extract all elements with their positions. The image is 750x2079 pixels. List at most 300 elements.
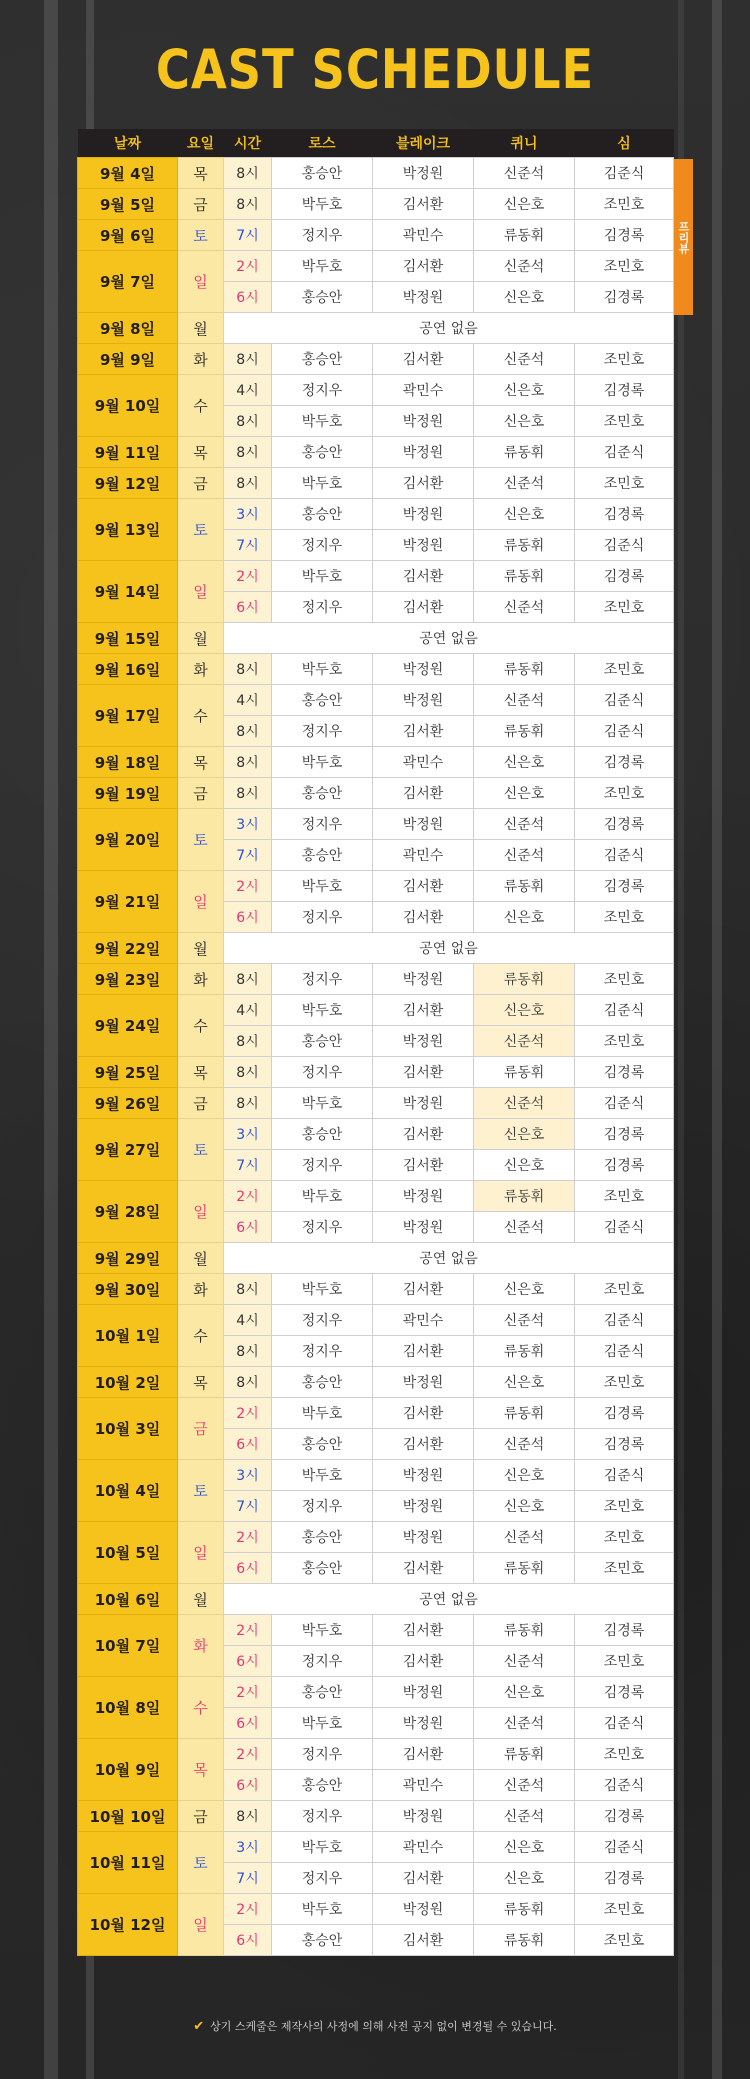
day-cell: 일: [178, 871, 224, 933]
table-row: [78, 623, 674, 654]
cast-cell-quinny: 신준석: [474, 1429, 575, 1460]
cast-cell-ross: 홍승안: [272, 1429, 373, 1460]
cast-cell-sim: 김경록: [575, 1057, 674, 1088]
day-cell: 월: [178, 1584, 224, 1615]
cast-cell-sim: 김준식: [575, 1460, 674, 1491]
time-cell: 2시: [224, 1677, 272, 1708]
table-row: [78, 871, 674, 902]
cast-cell-sim: 조민호: [575, 344, 674, 375]
time-cell: 8시: [224, 778, 272, 809]
cast-cell-quinny: 신은호: [474, 1367, 575, 1398]
time-cell: 7시: [224, 1150, 272, 1181]
table-row: [78, 189, 674, 220]
cast-cell-ross: 홍승안: [272, 499, 373, 530]
cast-cell-ross: 정지우: [272, 1491, 373, 1522]
cast-cell-quinny: 류동휘: [474, 1894, 575, 1925]
table-row: [78, 220, 674, 251]
footer-note-text: 상기 스케줄은 제작사의 사정에 의해 사전 공지 없이 변경될 수 있습니다.: [210, 2020, 557, 2033]
cast-cell-quinny: 신은호: [474, 1460, 575, 1491]
cast-cell-ross: 박두호: [272, 406, 373, 437]
day-cell: 화: [178, 344, 224, 375]
table-row: [78, 561, 674, 592]
table-row: [78, 1088, 674, 1119]
cast-cell-quinny: 신은호: [474, 1677, 575, 1708]
cast-cell-blake: 박정원: [373, 1894, 474, 1925]
cast-cell-blake: 김서환: [373, 468, 474, 499]
cast-cell-blake: 김서환: [373, 1553, 474, 1584]
day-cell: 토: [178, 809, 224, 871]
date-cell: 9월 5일: [78, 189, 178, 220]
cast-cell-sim: 김준식: [575, 1305, 674, 1336]
cast-cell-ross: 홍승안: [272, 1553, 373, 1584]
cast-cell-blake: 박정원: [373, 158, 474, 189]
cast-cell-quinny: 류동휘: [474, 1057, 575, 1088]
cast-cell-quinny: 신준석: [474, 344, 575, 375]
cast-cell-quinny: 신은호: [474, 902, 575, 933]
cast-cell-blake: 박정원: [373, 1088, 474, 1119]
time-cell: 6시: [224, 282, 272, 313]
day-cell: 수: [178, 995, 224, 1057]
cast-cell-ross: 정지우: [272, 716, 373, 747]
cast-cell-quinny: 신은호: [474, 282, 575, 313]
date-cell: 10월 7일: [78, 1615, 178, 1677]
cast-cell-blake: 박정원: [373, 406, 474, 437]
cast-cell-sim: 조민호: [575, 1274, 674, 1305]
date-cell: 9월 20일: [78, 809, 178, 871]
cast-cell-sim: 김경록: [575, 1615, 674, 1646]
time-cell: 4시: [224, 995, 272, 1026]
time-cell: 6시: [224, 592, 272, 623]
time-cell: 6시: [224, 1646, 272, 1677]
cast-cell-quinny: 신은호: [474, 995, 575, 1026]
date-cell: 9월 16일: [78, 654, 178, 685]
table-row: [78, 747, 674, 778]
cast-cell-sim: 김경록: [575, 1150, 674, 1181]
cast-cell-ross: 홍승안: [272, 1925, 373, 1956]
cast-cell-sim: 김경록: [575, 220, 674, 251]
table-row: [78, 1398, 674, 1429]
no-performance-cell: 공연 없음: [224, 933, 674, 964]
day-cell: 목: [178, 1367, 224, 1398]
cast-cell-sim: 김경록: [575, 1429, 674, 1460]
cast-cell-blake: 김서환: [373, 902, 474, 933]
table-row: [78, 1801, 674, 1832]
day-cell: 수: [178, 375, 224, 437]
table-row: [78, 933, 674, 964]
cast-cell-ross: 박두호: [272, 189, 373, 220]
time-cell: 8시: [224, 1274, 272, 1305]
cast-cell-quinny: 류동휘: [474, 964, 575, 995]
day-cell: 일: [178, 1522, 224, 1584]
cast-cell-sim: 조민호: [575, 468, 674, 499]
cast-cell-blake: 김서환: [373, 716, 474, 747]
day-cell: 금: [178, 189, 224, 220]
time-cell: 3시: [224, 1460, 272, 1491]
cast-cell-sim: 조민호: [575, 189, 674, 220]
cast-cell-ross: 박두호: [272, 995, 373, 1026]
cast-cell-quinny: 신준석: [474, 1305, 575, 1336]
cast-cell-ross: 홍승안: [272, 1119, 373, 1150]
table-row: [78, 809, 674, 840]
cast-cell-blake: 김서환: [373, 1925, 474, 1956]
table-row: [78, 499, 674, 530]
cast-cell-quinny: 신준석: [474, 468, 575, 499]
day-cell: 금: [178, 1088, 224, 1119]
day-cell: 목: [178, 1739, 224, 1801]
day-cell: 일: [178, 1181, 224, 1243]
date-cell: 9월 23일: [78, 964, 178, 995]
date-cell: 9월 11일: [78, 437, 178, 468]
time-cell: 8시: [224, 1088, 272, 1119]
time-cell: 8시: [224, 406, 272, 437]
date-cell: 9월 10일: [78, 375, 178, 437]
time-cell: 6시: [224, 1429, 272, 1460]
day-cell: 수: [178, 1305, 224, 1367]
table-row: [78, 1739, 674, 1770]
time-cell: 8시: [224, 1026, 272, 1057]
cast-cell-ross: 홍승안: [272, 778, 373, 809]
table-row: [78, 1460, 674, 1491]
time-cell: 8시: [224, 1057, 272, 1088]
time-cell: 8시: [224, 747, 272, 778]
cast-cell-ross: 박두호: [272, 871, 373, 902]
cast-cell-sim: 김경록: [575, 561, 674, 592]
cast-cell-blake: 김서환: [373, 871, 474, 902]
time-cell: 8시: [224, 1801, 272, 1832]
cast-cell-blake: 박정원: [373, 437, 474, 468]
date-cell: 10월 11일: [78, 1832, 178, 1894]
cast-cell-quinny: 류동휘: [474, 561, 575, 592]
date-cell: 9월 27일: [78, 1119, 178, 1181]
cast-cell-quinny: 신은호: [474, 1119, 575, 1150]
cast-cell-ross: 박두호: [272, 747, 373, 778]
cast-cell-sim: 김경록: [575, 871, 674, 902]
cast-cell-ross: 정지우: [272, 220, 373, 251]
cast-cell-ross: 정지우: [272, 1863, 373, 1894]
cast-cell-blake: 곽민수: [373, 1832, 474, 1863]
no-performance-cell: 공연 없음: [224, 1584, 674, 1615]
day-cell: 금: [178, 778, 224, 809]
cast-cell-blake: 박정원: [373, 1212, 474, 1243]
cast-cell-blake: 김서환: [373, 1615, 474, 1646]
time-cell: 4시: [224, 375, 272, 406]
cast-cell-blake: 박정원: [373, 1677, 474, 1708]
table-row: [78, 1057, 674, 1088]
cast-cell-blake: 박정원: [373, 1491, 474, 1522]
table-row: [78, 654, 674, 685]
table-row: [78, 1677, 674, 1708]
cast-cell-ross: 홍승안: [272, 1522, 373, 1553]
cast-cell-ross: 박두호: [272, 1615, 373, 1646]
day-cell: 수: [178, 1677, 224, 1739]
cast-cell-blake: 김서환: [373, 1863, 474, 1894]
day-cell: 화: [178, 1274, 224, 1305]
table-row: [78, 344, 674, 375]
cast-cell-ross: 박두호: [272, 1832, 373, 1863]
cast-cell-quinny: 신준석: [474, 1212, 575, 1243]
cast-cell-sim: 김준식: [575, 1336, 674, 1367]
cast-cell-sim: 조민호: [575, 1491, 674, 1522]
cast-cell-quinny: 신준석: [474, 1708, 575, 1739]
cast-cell-quinny: 신은호: [474, 1274, 575, 1305]
table-row: [78, 1243, 674, 1274]
no-performance-cell: 공연 없음: [224, 1243, 674, 1274]
cast-cell-blake: 김서환: [373, 778, 474, 809]
day-cell: 토: [178, 499, 224, 561]
cast-cell-blake: 박정원: [373, 1460, 474, 1491]
time-cell: 2시: [224, 251, 272, 282]
time-cell: 3시: [224, 499, 272, 530]
cast-cell-ross: 홍승안: [272, 158, 373, 189]
day-cell: 일: [178, 251, 224, 313]
cast-cell-ross: 홍승안: [272, 282, 373, 313]
cast-cell-blake: 박정원: [373, 282, 474, 313]
cast-cell-sim: 조민호: [575, 1026, 674, 1057]
table-row: [78, 1181, 674, 1212]
cast-cell-blake: 곽민수: [373, 375, 474, 406]
cast-cell-ross: 박두호: [272, 1274, 373, 1305]
cast-cell-sim: 조민호: [575, 1522, 674, 1553]
table-row: [78, 1305, 674, 1336]
table-row: [78, 685, 674, 716]
cast-cell-blake: 박정원: [373, 1708, 474, 1739]
day-cell: 일: [178, 1894, 224, 1956]
cast-cell-quinny: 신준석: [474, 251, 575, 282]
cast-cell-blake: 곽민수: [373, 1770, 474, 1801]
day-cell: 목: [178, 158, 224, 189]
day-cell: 토: [178, 1460, 224, 1522]
cast-cell-quinny: 신준석: [474, 840, 575, 871]
cast-cell-ross: 박두호: [272, 561, 373, 592]
cast-cell-blake: 김서환: [373, 189, 474, 220]
date-cell: 9월 28일: [78, 1181, 178, 1243]
cast-cell-blake: 김서환: [373, 1646, 474, 1677]
cast-cell-sim: 조민호: [575, 1646, 674, 1677]
cast-cell-sim: 김준식: [575, 1832, 674, 1863]
cast-cell-ross: 홍승안: [272, 437, 373, 468]
cast-cell-sim: 김경록: [575, 375, 674, 406]
date-cell: 10월 8일: [78, 1677, 178, 1739]
cast-cell-blake: 박정원: [373, 1522, 474, 1553]
cast-cell-quinny: 신준석: [474, 592, 575, 623]
date-cell: 10월 2일: [78, 1367, 178, 1398]
cast-cell-sim: 조민호: [575, 964, 674, 995]
cast-cell-sim: 김경록: [575, 499, 674, 530]
table-row: [78, 1584, 674, 1615]
cast-cell-quinny: 신은호: [474, 778, 575, 809]
cast-cell-ross: 정지우: [272, 902, 373, 933]
cast-cell-blake: 김서환: [373, 1398, 474, 1429]
cast-cell-ross: 정지우: [272, 1646, 373, 1677]
cast-cell-blake: 김서환: [373, 1150, 474, 1181]
date-cell: 10월 10일: [78, 1801, 178, 1832]
cast-cell-blake: 박정원: [373, 1367, 474, 1398]
cast-cell-quinny: 신준석: [474, 809, 575, 840]
table-row: [78, 1274, 674, 1305]
time-cell: 3시: [224, 1832, 272, 1863]
cast-cell-blake: 곽민수: [373, 220, 474, 251]
day-cell: 화: [178, 1615, 224, 1677]
cast-cell-sim: 조민호: [575, 251, 674, 282]
time-cell: 8시: [224, 1336, 272, 1367]
day-cell: 화: [178, 654, 224, 685]
cast-cell-blake: 김서환: [373, 1274, 474, 1305]
cast-cell-sim: 김준식: [575, 840, 674, 871]
cast-cell-quinny: 신은호: [474, 747, 575, 778]
cast-cell-blake: 박정원: [373, 1801, 474, 1832]
cast-cell-ross: 정지우: [272, 1739, 373, 1770]
cast-cell-blake: 김서환: [373, 995, 474, 1026]
cast-cell-sim: 김준식: [575, 1212, 674, 1243]
cast-cell-sim: 김준식: [575, 437, 674, 468]
cast-cell-quinny: 신준석: [474, 1522, 575, 1553]
table-header-row: [78, 129, 674, 158]
cast-cell-blake: 김서환: [373, 251, 474, 282]
table-row: [78, 1119, 674, 1150]
header-day: 요일: [178, 129, 224, 158]
cast-cell-quinny: 신은호: [474, 1491, 575, 1522]
cast-cell-ross: 정지우: [272, 1057, 373, 1088]
cast-cell-ross: 정지우: [272, 375, 373, 406]
cast-cell-sim: 조민호: [575, 592, 674, 623]
cast-cell-ross: 박두호: [272, 251, 373, 282]
cast-cell-sim: 조민호: [575, 654, 674, 685]
cast-cell-ross: 홍승안: [272, 1677, 373, 1708]
time-cell: 8시: [224, 158, 272, 189]
cast-cell-blake: 곽민수: [373, 840, 474, 871]
cast-cell-ross: 정지우: [272, 1336, 373, 1367]
date-cell: 9월 30일: [78, 1274, 178, 1305]
cast-cell-sim: 김준식: [575, 685, 674, 716]
cast-cell-quinny: 류동휘: [474, 871, 575, 902]
time-cell: 3시: [224, 1119, 272, 1150]
cast-cell-sim: 조민호: [575, 778, 674, 809]
cast-cell-quinny: 류동휘: [474, 1336, 575, 1367]
cast-schedule-table: [77, 129, 674, 1956]
cast-cell-ross: 박두호: [272, 654, 373, 685]
cast-cell-quinny: 신은호: [474, 375, 575, 406]
cast-cell-ross: 정지우: [272, 592, 373, 623]
cast-cell-blake: 박정원: [373, 499, 474, 530]
cast-cell-ross: 홍승안: [272, 1367, 373, 1398]
header-time: 시간: [224, 129, 272, 158]
day-cell: 화: [178, 964, 224, 995]
cast-cell-quinny: 신준석: [474, 1801, 575, 1832]
cast-cell-quinny: 신은호: [474, 1832, 575, 1863]
cast-cell-ross: 정지우: [272, 1150, 373, 1181]
cast-cell-quinny: 신준석: [474, 1770, 575, 1801]
cast-cell-quinny: 류동휘: [474, 437, 575, 468]
day-cell: 월: [178, 933, 224, 964]
table-row: [78, 468, 674, 499]
cast-cell-sim: 조민호: [575, 1925, 674, 1956]
time-cell: 8시: [224, 189, 272, 220]
schedule-body: [78, 158, 674, 1956]
day-cell: 수: [178, 685, 224, 747]
cast-cell-blake: 박정원: [373, 685, 474, 716]
date-cell: 9월 15일: [78, 623, 178, 654]
road-marking: [712, 0, 722, 2079]
cast-cell-ross: 정지우: [272, 964, 373, 995]
cast-cell-sim: 조민호: [575, 1553, 674, 1584]
date-cell: 9월 14일: [78, 561, 178, 623]
cast-cell-ross: 박두호: [272, 468, 373, 499]
cast-cell-quinny: 류동휘: [474, 1181, 575, 1212]
table-row: [78, 158, 674, 189]
cast-cell-quinny: 류동휘: [474, 1739, 575, 1770]
page-title: CAST SCHEDULE: [155, 38, 595, 101]
time-cell: 8시: [224, 437, 272, 468]
table-row: [78, 313, 674, 344]
cast-cell-sim: 조민호: [575, 1181, 674, 1212]
header-date: 날짜: [78, 129, 178, 158]
time-cell: 6시: [224, 1925, 272, 1956]
cast-cell-sim: 조민호: [575, 406, 674, 437]
date-cell: 10월 9일: [78, 1739, 178, 1801]
date-cell: 10월 6일: [78, 1584, 178, 1615]
date-cell: 9월 24일: [78, 995, 178, 1057]
time-cell: 7시: [224, 840, 272, 871]
table-row: [78, 964, 674, 995]
date-cell: 10월 5일: [78, 1522, 178, 1584]
cast-cell-sim: 조민호: [575, 1894, 674, 1925]
cast-cell-ross: 정지우: [272, 1801, 373, 1832]
table-row: [78, 1615, 674, 1646]
cast-cell-quinny: 신은호: [474, 499, 575, 530]
cast-cell-quinny: 류동휘: [474, 1398, 575, 1429]
time-cell: 8시: [224, 716, 272, 747]
no-performance-cell: 공연 없음: [224, 623, 674, 654]
day-cell: 토: [178, 220, 224, 251]
day-cell: 목: [178, 747, 224, 778]
cast-cell-ross: 정지우: [272, 809, 373, 840]
time-cell: 7시: [224, 1491, 272, 1522]
date-cell: 9월 22일: [78, 933, 178, 964]
cast-cell-ross: 홍승안: [272, 840, 373, 871]
cast-cell-sim: 김경록: [575, 1119, 674, 1150]
time-cell: 8시: [224, 344, 272, 375]
table-row: [78, 778, 674, 809]
time-cell: 2시: [224, 1894, 272, 1925]
date-cell: 9월 21일: [78, 871, 178, 933]
date-cell: 9월 12일: [78, 468, 178, 499]
time-cell: 3시: [224, 809, 272, 840]
date-cell: 9월 7일: [78, 251, 178, 313]
cast-cell-sim: 김준식: [575, 158, 674, 189]
time-cell: 6시: [224, 1708, 272, 1739]
date-cell: 9월 26일: [78, 1088, 178, 1119]
header-role-blake: 블레이크: [373, 129, 474, 158]
time-cell: 2시: [224, 871, 272, 902]
date-cell: 9월 13일: [78, 499, 178, 561]
day-cell: 일: [178, 561, 224, 623]
cast-cell-quinny: 류동휘: [474, 530, 575, 561]
table-row: [78, 1832, 674, 1863]
cast-cell-sim: 조민호: [575, 1739, 674, 1770]
cast-cell-blake: 박정원: [373, 964, 474, 995]
date-cell: 9월 25일: [78, 1057, 178, 1088]
cast-cell-quinny: 류동휘: [474, 1615, 575, 1646]
header-role-quinny: 퀴니: [474, 129, 575, 158]
cast-cell-quinny: 류동휘: [474, 1925, 575, 1956]
cast-cell-sim: 조민호: [575, 902, 674, 933]
cast-cell-quinny: 신준석: [474, 1646, 575, 1677]
check-icon: ✔: [193, 2019, 205, 2034]
time-cell: 4시: [224, 685, 272, 716]
footer-note: [0, 2018, 750, 2034]
cast-cell-ross: 박두호: [272, 1894, 373, 1925]
cast-cell-blake: 박정원: [373, 1026, 474, 1057]
